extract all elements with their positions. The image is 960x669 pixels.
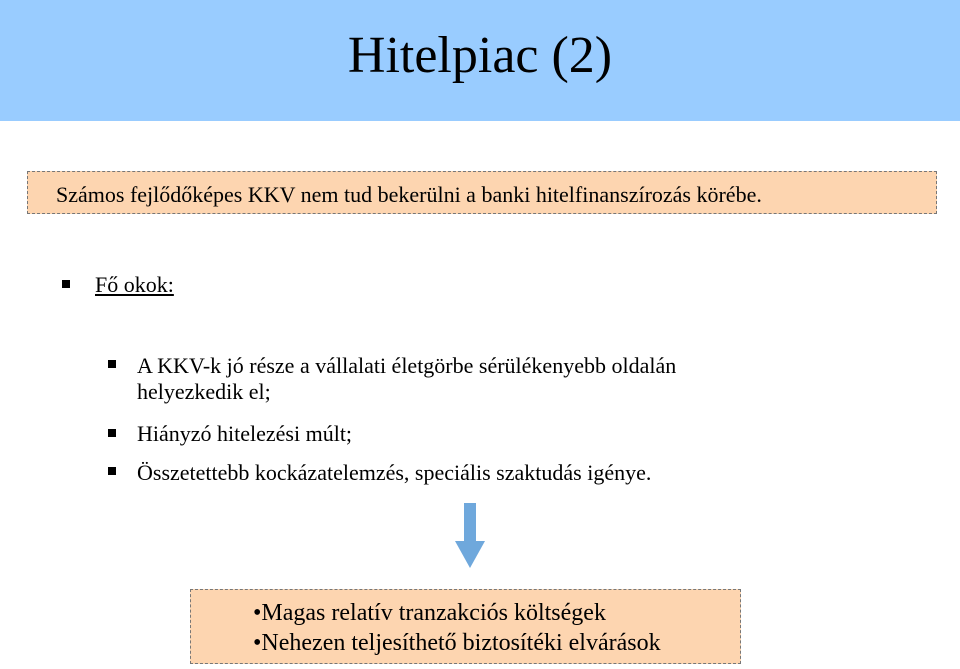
reason-item-continuation: helyezkedik el;	[137, 379, 271, 404]
title-band	[0, 0, 960, 121]
down-arrow-icon	[455, 503, 485, 568]
reason-item: Hiányzó hitelezési múlt;	[137, 421, 353, 446]
intro-box	[27, 171, 937, 214]
result-line: •Magas relatív tranzakciós költségek	[253, 600, 606, 626]
reason-item: A KKV-k jó része a vállalati életgörbe sérülékenyebb oldalán	[137, 353, 677, 378]
intro-text: Számos fejlődőképes KKV nem tud bekerülni a banki hitelfinanszírozás körébe.	[56, 182, 762, 207]
square-bullet-icon	[62, 280, 70, 288]
square-bullet-icon	[108, 360, 116, 368]
reason-item: Összetettebb kockázatelemzés, speciális szaktudás igénye.	[137, 460, 652, 485]
result-line: •Nehezen teljesíthető biztosítéki elvárások	[253, 630, 661, 656]
square-bullet-icon	[108, 429, 116, 437]
result-box	[190, 589, 741, 664]
slide-title: Hitelpiac (2)	[347, 27, 613, 84]
square-bullet-icon	[108, 467, 116, 475]
main-reasons-heading: Fő okok:	[95, 272, 174, 297]
